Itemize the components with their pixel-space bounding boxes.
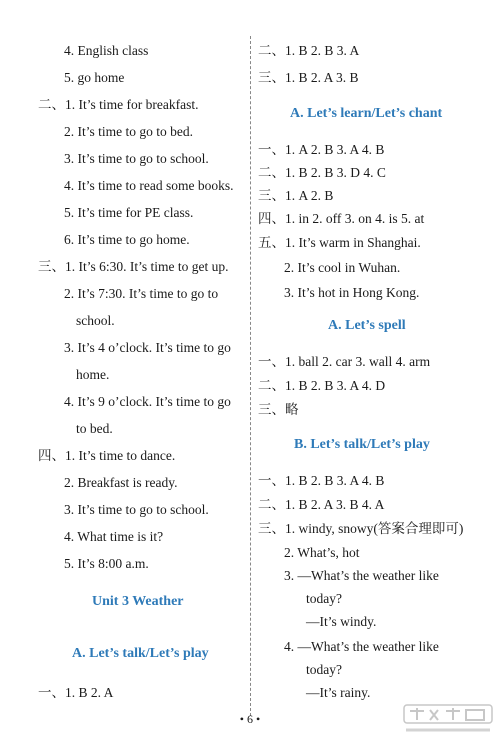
- answer-line: 6. It’s time to go home.: [64, 232, 190, 247]
- answer-line: 4. English class: [64, 43, 149, 58]
- answer-line: 三、1. It’s 6:30. It’s time to get up.: [38, 259, 229, 274]
- answer-line: 2. Breakfast is ready.: [64, 475, 178, 490]
- answer-line: home.: [76, 367, 110, 382]
- answer-line: 4. —What’s the weather like: [284, 639, 439, 654]
- answer-line: 4. It’s 9 o’clock. It’s time to go: [64, 394, 231, 409]
- section-title: B. Let’s talk/Let’s play: [294, 437, 430, 452]
- answer-line: 3. It’s hot in Hong Kong.: [284, 285, 420, 300]
- answer-line: today?: [306, 591, 342, 606]
- answer-line: 3. It’s time to go to school.: [64, 151, 209, 166]
- page-number: • 6 •: [239, 712, 261, 726]
- answer-line: 2. It’s 7:30. It’s time to go to: [64, 286, 219, 301]
- answer-line: to bed.: [76, 421, 113, 436]
- answer-line: 二、1. It’s time for breakfast.: [38, 97, 199, 112]
- answer-line: 3. It’s time to go to school.: [64, 502, 209, 517]
- answer-line: 一、1. A 2. B 3. A 4. B: [258, 142, 385, 157]
- answer-line: 3. —What’s the weather like: [284, 568, 439, 583]
- answer-line: 三、1. B 2. A 3. B: [258, 70, 359, 85]
- section-title: A. Let’s talk/Let’s play: [72, 646, 209, 661]
- answer-line: —It’s windy.: [306, 614, 377, 629]
- answer-line: 4. It’s time to read some books.: [64, 178, 234, 193]
- answer-line: 一、1. ball 2. car 3. wall 4. arm: [258, 354, 431, 369]
- answer-line: 一、1. B 2. B 3. A 4. B: [258, 473, 385, 488]
- answer-line: school.: [76, 313, 115, 328]
- answer-line: 四、1. in 2. off 3. on 4. is 5. at: [258, 211, 425, 226]
- answer-line: 四、1. It’s time to dance.: [38, 448, 176, 463]
- answer-line: 2. It’s time to go to bed.: [64, 124, 193, 139]
- watermark-logo: [402, 702, 494, 736]
- answer-line: 5. go home: [64, 70, 125, 85]
- answer-line: 三、1. A 2. B: [258, 188, 334, 203]
- answer-line: —It’s rainy.: [306, 685, 371, 700]
- answer-line: 二、1. B 2. B 3. A 4. D: [258, 378, 386, 393]
- answer-line: 二、1. B 2. B 3. D 4. C: [258, 165, 386, 180]
- answer-line: 五、1. It’s warm in Shanghai.: [258, 235, 421, 250]
- answer-line: 三、略: [258, 402, 299, 417]
- section-title: A. Let’s spell: [328, 318, 406, 333]
- answer-line: 5. It’s time for PE class.: [64, 205, 194, 220]
- column-divider: [250, 36, 251, 716]
- answer-line: 4. What time is it?: [64, 529, 164, 544]
- answer-line: today?: [306, 662, 342, 677]
- answer-line: 二、1. B 2. A 3. B 4. A: [258, 497, 385, 512]
- answer-line: 一、1. B 2. A: [38, 685, 114, 700]
- answer-line: 三、1. windy, snowy(答案合理即可): [258, 521, 464, 536]
- section-title: A. Let’s learn/Let’s chant: [290, 106, 443, 121]
- unit-title: Unit 3 Weather: [92, 594, 184, 609]
- answer-line: 二、1. B 2. B 3. A: [258, 43, 360, 58]
- answer-line: 5. It’s 8:00 a.m.: [64, 556, 149, 571]
- answer-line: 2. What’s, hot: [284, 545, 360, 560]
- answer-line: 3. It’s 4 o’clock. It’s time to go: [64, 340, 231, 355]
- answer-line: 2. It’s cool in Wuhan.: [284, 260, 401, 275]
